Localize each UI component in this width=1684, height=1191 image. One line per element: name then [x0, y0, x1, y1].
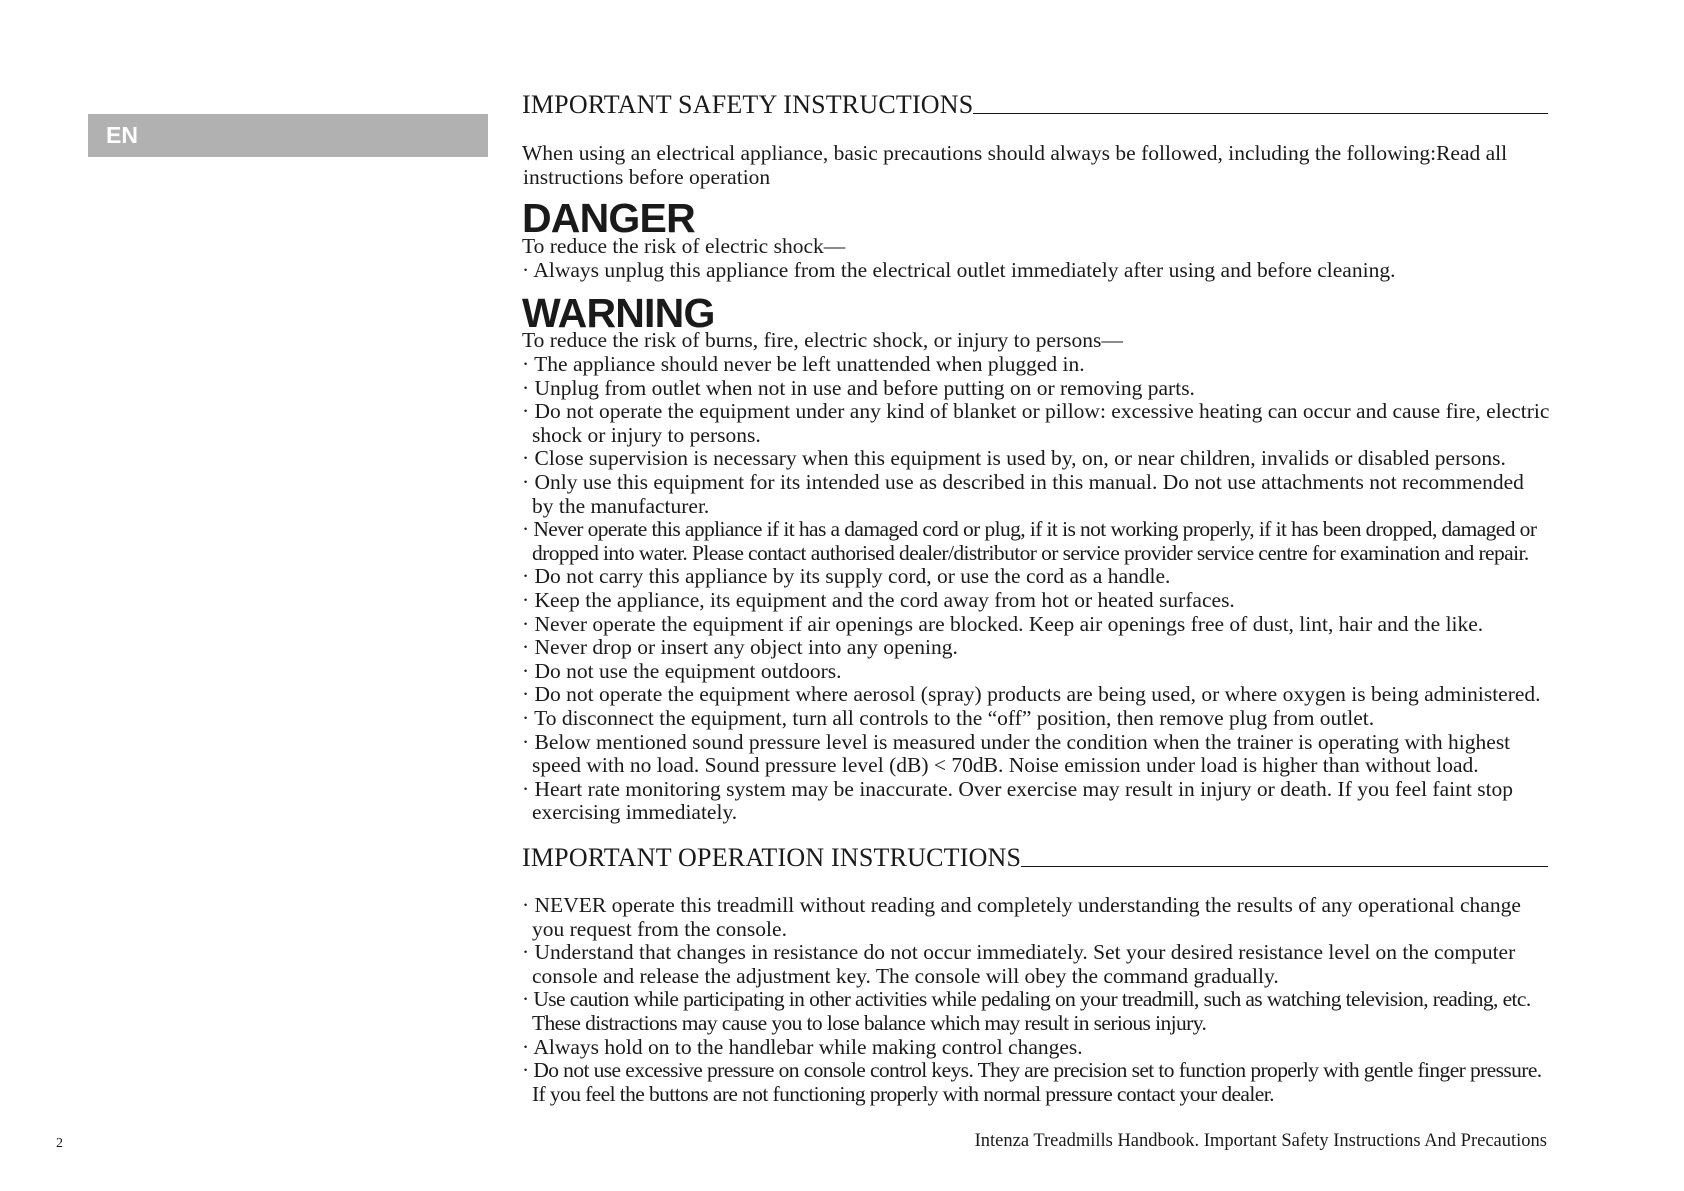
list-item [522, 660, 1642, 684]
list-item [522, 941, 1642, 988]
list-item-line: · Close supervision is necessary when this equipment is used by, on, or near children, invalids or disabled persons. [522, 446, 1506, 471]
list-item-line: · Use caution while participating in other activities while pedaling on your treadmill, such as watching television, reading, etc. [522, 987, 1531, 1012]
list-item-continuation: dropped into water. Please contact authorised dealer/distributor or service provider service centre for examination and repair. [532, 540, 1529, 565]
operation-section-title [522, 843, 1548, 873]
list-item-line: · Do not use the equipment outdoors. [522, 658, 842, 683]
list-item-line: · Do not use excessive pressure on console control keys. They are precision set to function properly with gentle finger pressure. [522, 1058, 1542, 1083]
safety-section-title [522, 90, 1548, 120]
list-item [522, 1059, 1642, 1106]
list-item [522, 636, 1642, 660]
list-item [522, 353, 1642, 377]
list-item [522, 683, 1642, 707]
list-item [522, 400, 1642, 447]
list-item [522, 707, 1642, 731]
list-item [522, 447, 1642, 471]
list-item-continuation: speed with no load. Sound pressure level (dB) < 70dB. Noise emission under load is higher than without load. [532, 753, 1479, 778]
list-item-line: · Do not carry this appliance by its supply cord, or use the cord as a handle. [522, 564, 1171, 589]
footer-text: Intenza Treadmills Handbook. Important Safety Instructions And Precautions [974, 1131, 1547, 1151]
title-rule [973, 113, 1548, 114]
list-item [522, 988, 1642, 1035]
list-item-line: · Never operate this appliance if it has a damaged cord or plug, if it is not working properly, if it has been dropped, damaged or [522, 517, 1537, 542]
list-item-line: · To disconnect the equipment, turn all controls to the “off” position, then remove plug from outlet. [522, 705, 1375, 730]
list-item-line: · Heart rate monitoring system may be inaccurate. Over exercise may result in injury or death. If you feel faint stop [522, 776, 1514, 801]
page-number: 2 [56, 1136, 63, 1151]
list-item [522, 894, 1642, 941]
list-item-line: · NEVER operate this treadmill without reading and completely understanding the results of any operational change [522, 893, 1521, 917]
list-item-line: · Understand that changes in resistance do not occur immediately. Set your desired resistance level on the computer [522, 940, 1516, 965]
list-item-continuation: shock or injury to persons. [532, 422, 761, 447]
list-item [522, 731, 1642, 778]
list-item [522, 259, 1642, 283]
operation-list [522, 894, 1642, 1106]
intro-line-1: When using an electrical appliance, basic precautions should always be followed, including the following:Read all [522, 141, 1508, 165]
list-item-continuation: If you feel the buttons are not functioning properly with normal pressure contact your dealer. [532, 1081, 1274, 1106]
list-item-continuation: console and release the adjustment key. The console will obey the command gradually. [532, 963, 1279, 988]
list-item-line: · Below mentioned sound pressure level is measured under the condition when the trainer is operating with highest [522, 729, 1511, 754]
intro-line-2: instructions before operation [523, 164, 771, 189]
list-item [522, 613, 1642, 637]
list-item [522, 518, 1642, 565]
list-item-line: · Do not operate the equipment where aerosol (spray) products are being used, or where oxygen is being administered. [522, 682, 1541, 707]
list-item-line: · Never operate the equipment if air openings are blocked. Keep air openings free of dust, lint, hair and the like. [522, 611, 1484, 636]
warning-heading: WARNING [522, 290, 715, 336]
list-item-line: · Do not operate the equipment under any kind of blanket or pillow: excessive heating can occur and cause fire, electric [522, 399, 1550, 424]
operation-title-text: IMPORTANT OPERATION INSTRUCTIONS [522, 843, 1022, 872]
list-item-line: · Only use this equipment for its intended use as described in this manual. Do not use attachments not recommended [522, 469, 1524, 494]
danger-lead: To reduce the risk of electric shock— [522, 234, 846, 258]
danger-list [522, 259, 1642, 283]
list-item [522, 778, 1642, 825]
list-item [522, 589, 1642, 613]
title-rule [1021, 866, 1548, 867]
safety-intro [522, 142, 1602, 189]
warning-list [522, 353, 1642, 825]
list-item [522, 377, 1642, 401]
list-item-line: · Always unplug this appliance from the electrical outlet immediately after using and before cleaning. [522, 258, 1396, 282]
list-item-line: · Always hold on to the handlebar while making control changes. [522, 1034, 1083, 1059]
list-item [522, 1036, 1642, 1060]
list-item-line: · Keep the appliance, its equipment and the cord away from hot or heated surfaces. [522, 587, 1235, 612]
danger-heading: DANGER [522, 195, 695, 241]
list-item-line: · Never drop or insert any object into any opening. [522, 635, 958, 660]
list-item-line: · Unplug from outlet when not in use and before putting on or removing parts. [522, 375, 1195, 400]
list-item [522, 471, 1642, 518]
safety-title-text: IMPORTANT SAFETY INSTRUCTIONS [522, 90, 974, 119]
list-item [522, 565, 1642, 589]
language-tab: EN [88, 114, 488, 157]
list-item-continuation: by the manufacturer. [532, 493, 710, 518]
list-item-continuation: exercising immediately. [532, 800, 738, 825]
list-item-continuation: you request from the console. [532, 916, 787, 941]
warning-lead: To reduce the risk of burns, fire, electric shock, or injury to persons— [522, 328, 1123, 352]
list-item-line: · The appliance should never be left unattended when plugged in. [522, 352, 1085, 376]
list-item-continuation: These distractions may cause you to lose balance which may result in serious injury. [532, 1010, 1207, 1035]
